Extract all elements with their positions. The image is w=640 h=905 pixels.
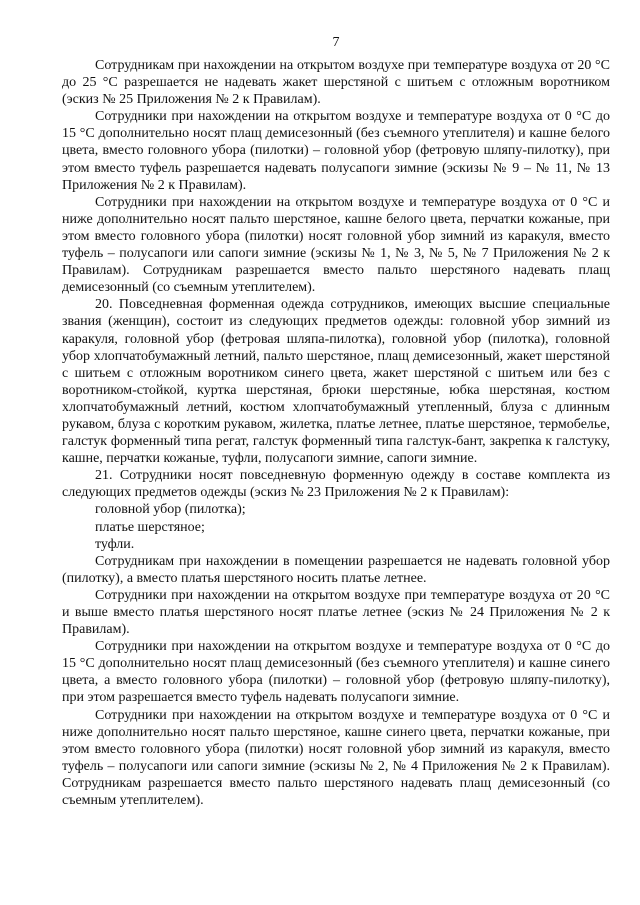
paragraph-outdoor-below-0-white-scarf: Сотрудники при нахождении на открытом воздухе и температуре воздуха от 0 °С и ниже дополнительно носят пальто шерстяное, кашне белого цвета, перчатки кожаные, при этом вместо головного убора (пилотки) носят головной убор зимний из каракуля, вместо туфель – полусапоги или сапоги зимние (эскизы № 1, № 3, № 5, № 7 Приложения № 2 к Правилам). Сотрудникам разрешается вместо пальто шерстяного надевать плащ демисезонный (со съемным утеплителем). <box>62 194 610 296</box>
list-item-shoes: туфли. <box>95 536 135 552</box>
paragraph-outdoor-0-15-blue-scarf: Сотрудники при нахождении на открытом воздухе и температуре воздуха от 0 °С до 15 °С дополнительно носят плащ демисезонный (без съемного утеплителя) и кашне синего цвета, а вместо головного убора (пилотки) – головной убор (фетровую шляпу-пилотку), при этом разрешается вместо туфель надевать полусапоги зимние. <box>62 639 610 706</box>
list-item-wool-dress: платье шерстяное; <box>95 519 205 535</box>
paragraph-item-20: 20. Повседневная форменная одежда сотрудников, имеющих высшие специальные звания (женщин), состоит из следующих предметов одежды: головной убор зимний из каракуля, головной убор (фетровая шляпа-пилотка), головной убор (пилотка), головной убор хлопчатобумажный летний, пальто шерстяное, плащ демисезонный, жакет шерстяной с шитьем с отложным воротником синего цвета, жакет шерстяной с шитьем или без с воротником-стойкой, куртка шерстяная, брюки шерстяные, юбка шерстяная, костюм хлопчатобумажный летний, костюм хлопчатобумажный утепленный, блуза с длинным рукавом, блуза с коротким рукавом, жилетка, платье летнее, платье шерстяное, термобелье, галстук форменный типа регат, галстук форменный типа галстук-бант, закрепка к галстуку, кашне, перчатки кожаные, туфли, полусапоги зимние, сапоги зимние. <box>62 297 610 467</box>
paragraph-outdoor-20-plus: Сотрудники при нахождении на открытом воздухе при температуре воздуха от 20 °С и выше вместо платья шерстяного носят платье летнее (эскиз № 24 Приложения № 2 к Правилам). <box>62 587 610 638</box>
paragraph-outdoor-below-0-blue-scarf: Сотрудники при нахождении на открытом воздухе и температуре воздуха от 0 °С и ниже дополнительно носят пальто шерстяное, кашне синего цвета, перчатки кожаные, при этом вместо головного убора (пилотки) носят головной убор зимний из каракуля, вместо туфель – полусапоги или сапоги зимние (эскизы № 2, № 4 Приложения № 2 к Правилам). Сотрудникам разрешается вместо пальто шерстяного надевать плащ демисезонный (со съемным утеплителем). <box>62 707 610 809</box>
paragraph-outdoor-20-25: Сотрудникам при нахождении на открытом воздухе при температуре воздуха от 20 °С до 25 °С разрешается не надевать жакет шерстяной с шитьем с отложным воротником (эскиз № 25 Приложения № 2 к Правилам). <box>62 58 610 108</box>
paragraph-indoor: Сотрудникам при нахождении в помещении разрешается не надевать головной убор (пилотку), а вместо платья шерстяного носить платье летнее. <box>62 553 610 586</box>
document-page <box>62 34 610 809</box>
paragraph-outdoor-0-15-white-scarf: Сотрудники при нахождении на открытом воздухе и температуре воздуха от 0 °С до 15 °С дополнительно носят плащ демисезонный (без съемного утеплителя) и кашне белого цвета, вместо головного убора (пилотки) – головной убор (фетровую шляпу-пилотку), при этом вместо туфель разрешается надевать полусапоги зимние (эскизы № 9 – № 11, № 13 Приложения № 2 к Правилам). <box>62 109 610 193</box>
paragraph-item-21: 21. Сотрудники носят повседневную форменную одежду в составе комплекта из следующих предметов одежды (эскиз № 23 Приложения № 2 к Правилам): <box>62 468 610 501</box>
page-number: 7 <box>332 35 340 50</box>
list-item-cap: головной убор (пилотка); <box>95 502 246 518</box>
